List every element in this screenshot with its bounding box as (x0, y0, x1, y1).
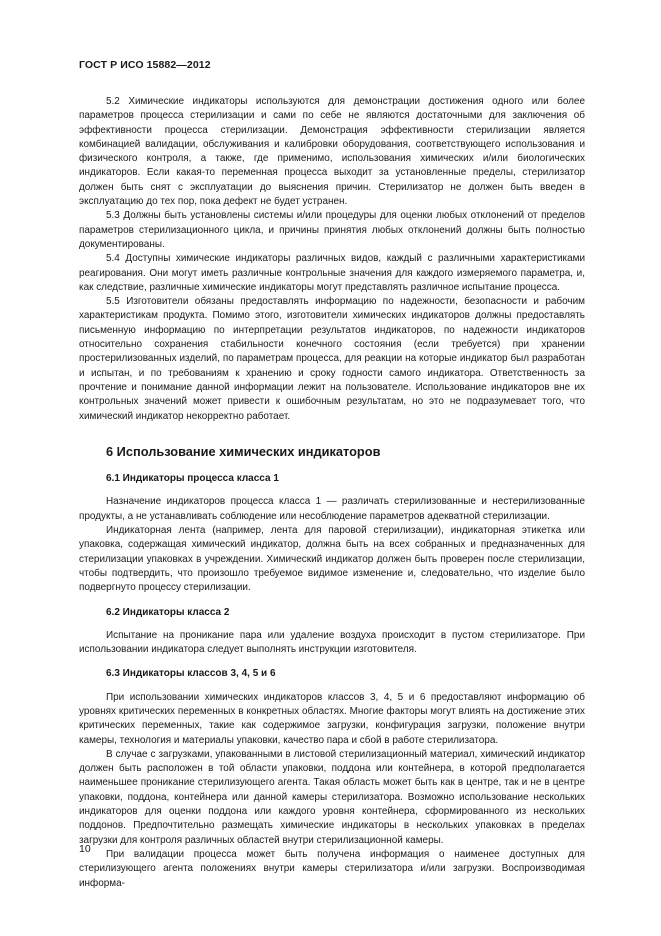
subsection-6-2-heading: 6.2 Индикаторы класса 2 (106, 606, 230, 618)
paragraph-6-3-1: При использовании химических индикаторов классов 3, 4, 5 и 6 предоставляют информацию об уровнях критических переменных в конкретных областях. Многие факторы могут влиять на достижение этих критических переменных, такие как содержимое загрузки, конфигурация загрузки, положение внутри камеры, технология и материалы упаковки, качество пара и сбой в работе стерилизатора. (79, 691, 585, 746)
document-code-header: ГОСТ Р ИСО 15882—2012 (79, 59, 211, 71)
paragraph-6-3-3: При валидации процесса может быть получена информация о наименее доступных для стерилизующего агента положениях внутри камеры стерилизатора и/или загрузки. Воспроизводимая информа- (79, 848, 585, 889)
paragraph-6-1-2: Индикаторная лента (например, лента для паровой стерилизации), индикаторная этикетка или упаковка, содержащая химический индикатор, должна быть на всех собранных и предназначенных для стерилизации упаковках в учреждении. Химический индикатор должен быть проверен после стерилизации, чтобы подтвердить, что произошло требуемое видимое изменение и, следовательно, что изделие было подвергнуто процессу стерилизации. (79, 525, 585, 594)
paragraph-5-3: 5.3 Должны быть установлены системы и/или процедуры для оценки любых отклонений от пределов параметров стерилизационного цикла, и причины принятия любых отклонений должны быть полностью документированы. (79, 210, 585, 250)
subsection-6-1-heading: 6.1 Индикаторы процесса класса 1 (106, 473, 279, 485)
section-6-heading: 6 Использование химических индикаторов (106, 443, 381, 459)
paragraph-5-5: 5.5 Изготовители обязаны предоставлять информацию по надежности, безопасности и рабочим характеристикам продукта. Помимо этого, изготовители химических индикаторов должны предоставлять письменную информацию по интерпретации результатов индикаторов, по надежности индикаторов относительно сохранения стабильности конечного состояния (если требуется) при хранении простерилизованных изделий, по параметрам процесса, для реакции на которые индикатор был разработан и испытан, и по требованиям к хранению и сроку годности самого индикатора. Ответственность за прочтение и понимание данной информации лежит на пользователе. Использование индикаторов вне их контрольных значений может привести к ошибочным результатам, но это не подразумевает того, что химический индикатор некорректно работает. (79, 296, 585, 422)
page-number: 10 (79, 843, 91, 855)
paragraph-5-2: 5.2 Химические индикаторы используются для демонстрации достижения одного или более параметров процесса стерилизации и сами по себе не являются достаточными для заключения об эффективности процесса стерилизации. Демонстрация эффективности стерилизации является комбинацией валидации, обслуживания и калибровки оборудования, соответствующего использования и физического контроля, а также, где применимо, использования химических и/или биологических индикаторов. Если какая-то переменная процесса выходит за установленные пределы, стерилизатор должен быть снят с эксплуатации до выяснения причин. Стерилизатор не должен быть введен в эксплуатацию до тех пор, пока дефект не будет устранен. (79, 96, 585, 208)
document-body (79, 95, 585, 891)
subsection-6-3-heading: 6.3 Индикаторы классов 3, 4, 5 и 6 (106, 668, 276, 680)
paragraph-6-1-1: Назначение индикаторов процесса класса 1 — различать стерилизованные и нестерилизованные продукты, а не устанавливать соблюдение или несоблюдение параметров адекватной стерилизации. (79, 496, 585, 522)
paragraph-6-2-1: Испытание на проникание пара или удаление воздуха происходит в пустом стерилизаторе. При использовании индикатора следует выполнять инструкции изготовителя. (79, 629, 585, 656)
paragraph-5-4: 5.4 Доступны химические индикаторы различных видов, каждый с различными характеристиками реагирования. Они могут иметь различные контрольные значения для каждого измеряемого параметра, и, как следствие, различные химические индикаторы могут представлять различное испытание процесса. (79, 253, 585, 293)
paragraph-6-3-2: В случае с загрузками, упакованными в листовой стерилизационный материал, химический индикатор должен быть расположен в той области упаковки, поддона или контейнера, в которой предполагается наименьшее проникание стерилизующего агента. Такая область может быть как в центре, так и не в центре упаковки, поддона, контейнера или данной камеры стерилизатора. Возможно использование нескольких индикаторов для оценки поддона или каждого уровня контейнера, сформированного из нескольких поддонов. Предпочтительно размещать химические индикаторы в нескольких упаковках в пределах загрузки для контроля различных областей внутри стерилизационной камеры. (79, 748, 585, 846)
